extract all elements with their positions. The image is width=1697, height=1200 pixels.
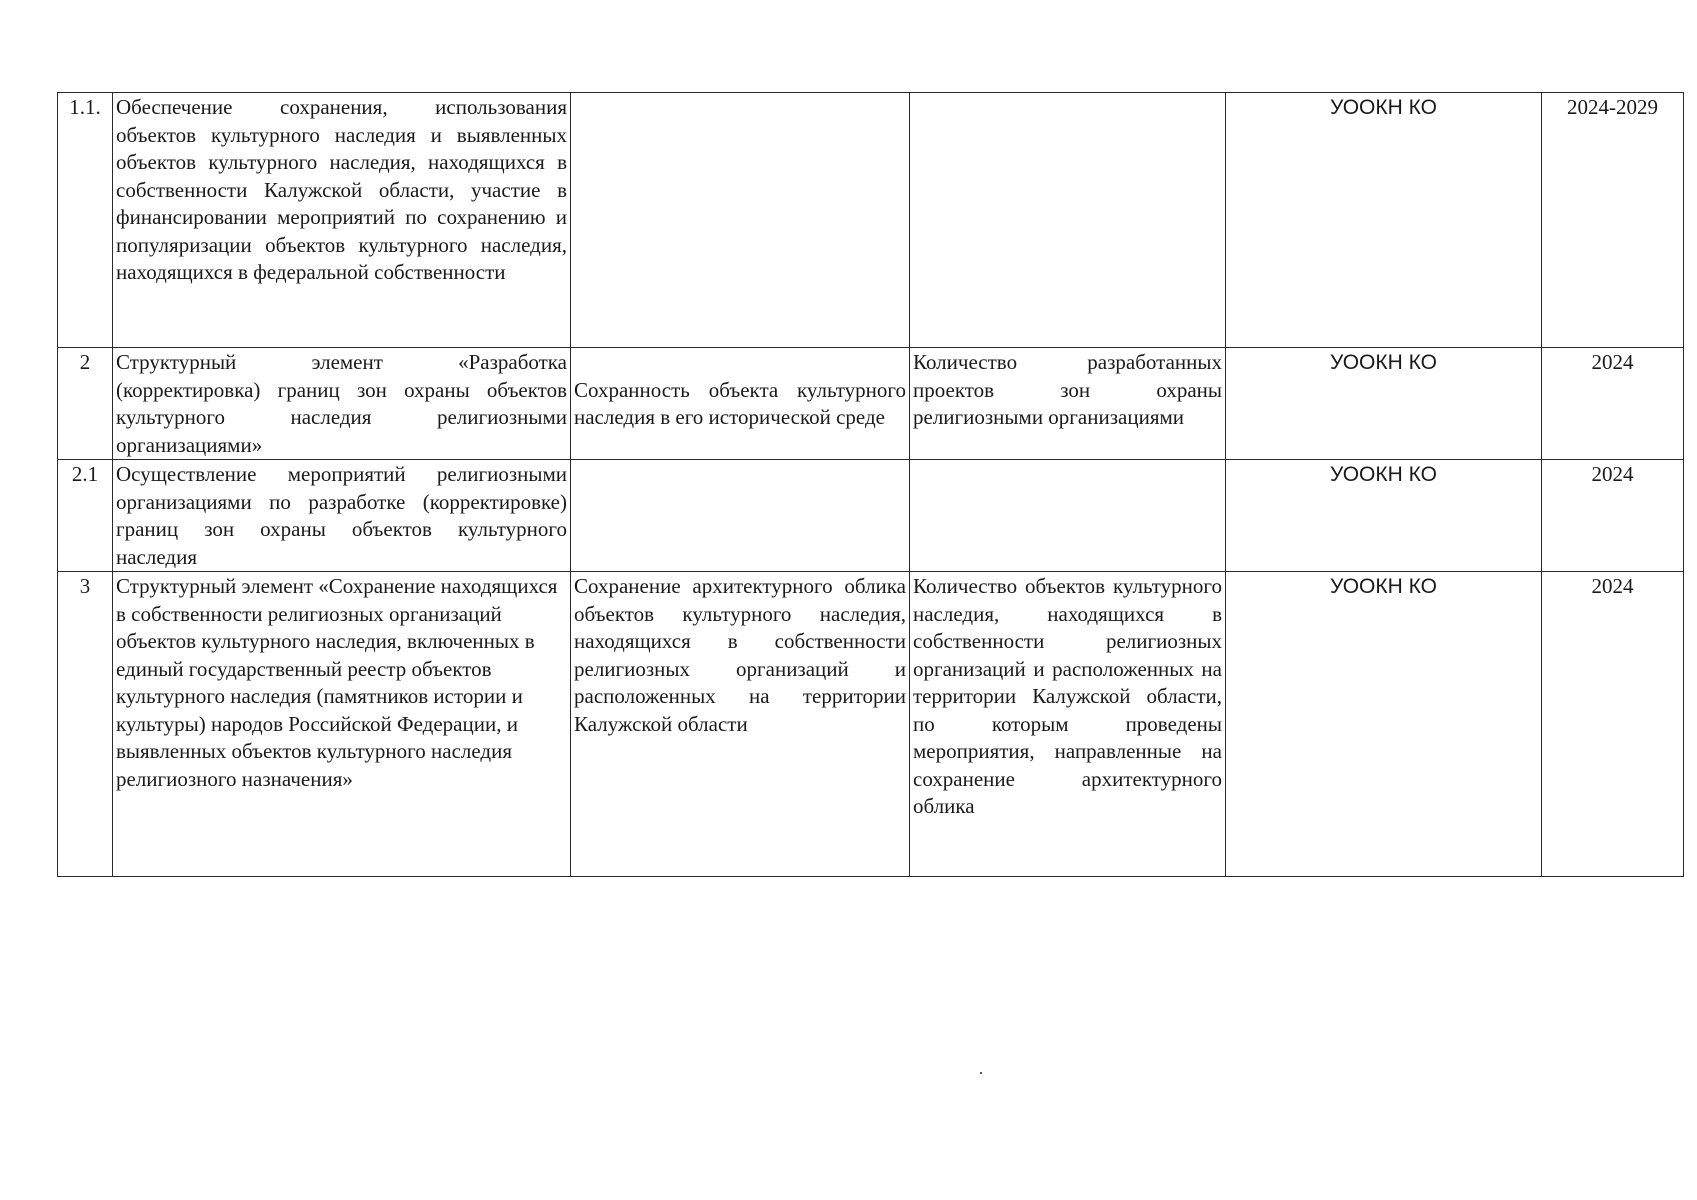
row-indicator: Количество разработанных проектов зон охраны религиозными организациями bbox=[910, 348, 1226, 460]
row-responsible: УООКН КО bbox=[1226, 460, 1542, 572]
row-number: 2 bbox=[58, 348, 113, 460]
row-period: 2024 bbox=[1542, 572, 1684, 877]
program-table bbox=[57, 92, 1684, 877]
row-period: 2024 bbox=[1542, 348, 1684, 460]
row-indicator bbox=[910, 93, 1226, 348]
row-task bbox=[571, 460, 910, 572]
table-row bbox=[58, 93, 1684, 348]
row-number: 2.1 bbox=[58, 460, 113, 572]
row-name: Осуществление мероприятий религиозными организациями по разработке (корректировке) границ зон охраны объектов культурного наследия bbox=[113, 460, 571, 572]
row-responsible: УООКН КО bbox=[1226, 348, 1542, 460]
row-task: Сохранение архитектурного облика объектов культурного наследия, находящихся в собственности религиозных организаций и расположенных на территории Калужской области bbox=[571, 572, 910, 877]
row-indicator: Количество объектов культурного наследия, находящихся в собственности религиозных организаций и расположенных на территории Калужской области, по которым проведены мероприятия, направленные на сохранение архитектурного облика bbox=[910, 572, 1226, 877]
row-task bbox=[571, 93, 910, 348]
table-row bbox=[58, 348, 1684, 460]
row-name: Структурный элемент «Сохранение находящихся в собственности религиозных организаций объектов культурного наследия, включенных в единый государственный реестр объектов культурного наследия (памятников истории и культуры) народов Российской Федерации, и выявленных объектов культурного наследия религиозного назначения» bbox=[113, 572, 571, 877]
scan-speck bbox=[980, 1072, 982, 1074]
row-name: Структурный элемент «Разработка (корректировка) границ зон охраны объектов культурного наследия религиозными организациями» bbox=[113, 348, 571, 460]
row-name: Обеспечение сохранения, использования объектов культурного наследия и выявленных объектов культурного наследия, находящихся в собственности Калужской области, участие в финансировании мероприятий по сохранению и популяризации объектов культурного наследия, находящихся в федеральной собственности bbox=[113, 93, 571, 348]
row-responsible: УООКН КО bbox=[1226, 93, 1542, 348]
row-period: 2024 bbox=[1542, 460, 1684, 572]
table-row bbox=[58, 460, 1684, 572]
row-period: 2024-2029 bbox=[1542, 93, 1684, 348]
row-task: Сохранность объекта культурного наследия в его исторической среде bbox=[571, 348, 910, 460]
row-responsible: УООКН КО bbox=[1226, 572, 1542, 877]
row-number: 3 bbox=[58, 572, 113, 877]
table-row bbox=[58, 572, 1684, 877]
row-number: 1.1. bbox=[58, 93, 113, 348]
row-indicator bbox=[910, 460, 1226, 572]
